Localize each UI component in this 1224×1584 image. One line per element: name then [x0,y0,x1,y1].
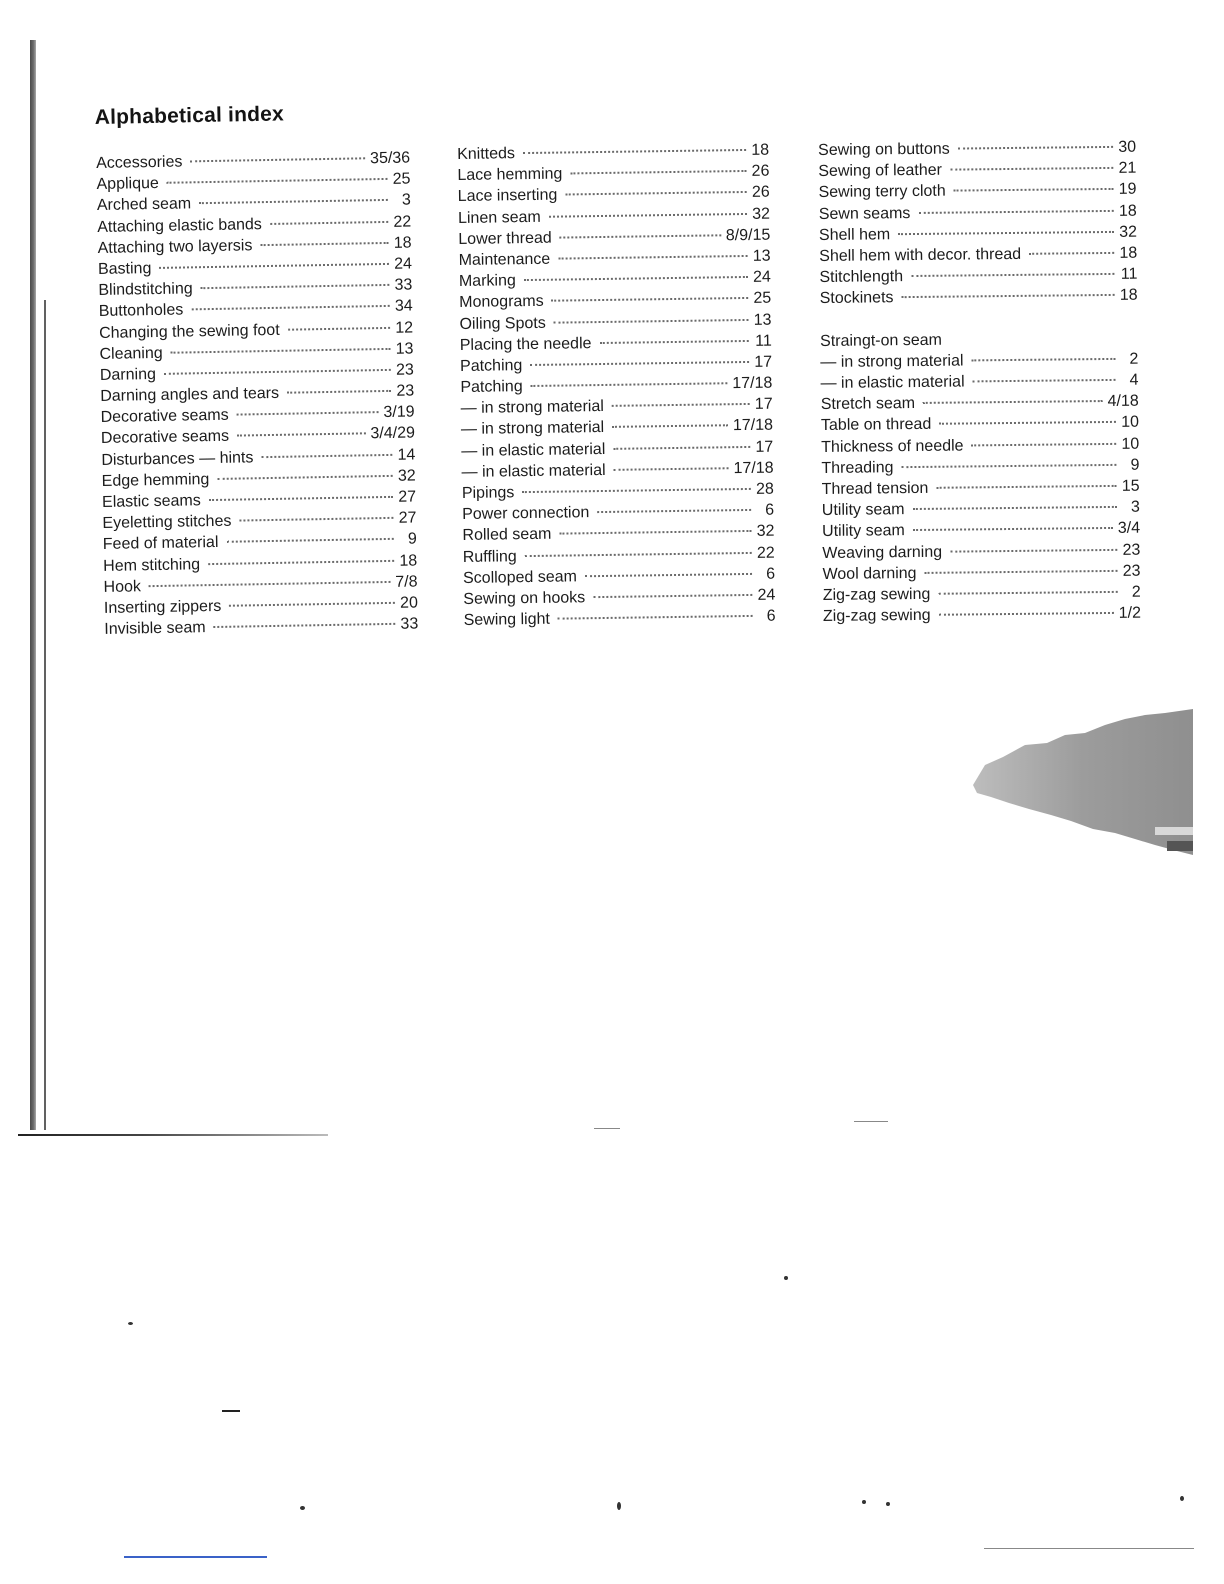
index-term: Sewing on hooks [463,589,586,608]
index-page-number: 30 [1118,138,1137,156]
index-term: Rolled seam [462,526,552,545]
index-entry [823,603,1141,628]
index-term: Wool darning [822,564,917,583]
index-page-number: 25 [392,170,411,189]
index-term: — in strong material [460,419,605,439]
index-page-number: 24 [757,586,776,604]
dot-leader [552,297,749,302]
index-page-number: 23 [1122,562,1141,580]
index-term: Attaching two layersis [97,237,253,257]
index-page-number: 8/9/15 [725,226,771,245]
dot-leader [217,475,392,480]
index-term: Applique [96,175,159,194]
index-page-number: 32 [397,467,416,485]
dot-leader [570,170,746,174]
index-term: Monograms [459,293,544,312]
index-page-number: 18 [399,552,418,570]
dot-leader [237,433,365,437]
index-term: Lace inserting [457,186,558,206]
scan-dash [854,1121,888,1122]
index-page-number: 6 [765,501,775,519]
dot-leader [201,284,390,289]
index-column-2 [457,140,776,632]
index-page-number: 22 [756,544,775,562]
index-term: Lace hemming [457,165,563,185]
dot-leader [199,199,388,204]
dot-leader [229,602,395,607]
index-term: Maintenance [458,250,551,269]
scan-speck [886,1502,890,1506]
binding-edge [30,40,36,1130]
index-page-number: 12 [395,318,414,337]
index-page-number: 3/4 [1117,520,1141,538]
index-page-number: 4 [1129,371,1139,389]
dot-leader [898,231,1114,235]
dot-leader [901,294,1114,298]
index-term: Zig-zag sewing [822,585,931,604]
dot-leader [925,570,1118,574]
index-page-number: 17/18 [732,417,774,435]
dot-leader [593,594,752,598]
index-page-number: 18 [393,234,412,252]
dot-leader [167,178,388,184]
index-column-3 [818,137,1141,628]
blue-underline [124,1556,267,1558]
index-page-number: 25 [753,289,772,308]
index-term: Stockinets [819,289,894,308]
index-page-number: 10 [1121,435,1140,453]
index-page-number: 34 [394,297,413,316]
dot-leader [560,234,721,238]
index-page-number: 3 [1130,498,1140,516]
index-term: — in strong material [820,352,964,371]
index-term: Hook [103,578,142,596]
index-page-number: 9 [1130,456,1140,474]
dot-leader [613,446,750,450]
dot-leader [260,242,388,246]
dot-leader [599,340,748,344]
dot-leader [901,464,1116,468]
index-term: Weaving darning [822,543,943,562]
dot-leader [559,530,751,535]
dot-leader [549,213,747,218]
index-page-number: 1/2 [1118,604,1142,623]
index-term: Zig-zag sewing [822,606,931,626]
scan-speck [1180,1496,1184,1501]
dot-leader [971,358,1115,362]
dot-leader [565,191,746,196]
index-term: Shell hem with decor. thread [819,245,1022,265]
dot-leader [954,188,1114,192]
index-term: Patching [460,378,523,397]
index-page-number: 14 [397,446,416,464]
index-term: Blindstitching [98,280,193,300]
index-term: Patching [459,356,523,375]
index-page-number: 13 [395,340,414,358]
index-term: — in elastic material [461,461,606,481]
index-term: Marking [458,272,516,291]
index-term: Basting [97,259,152,278]
index-page-number: 17 [755,438,774,456]
index-page-number: 13 [753,311,772,329]
index-page-number: 11 [1120,265,1138,283]
index-page-number: 10 [1121,414,1140,432]
index-page-number: 32 [1119,223,1138,241]
index-term: Stitchlength [819,268,904,287]
index-page-number: 33 [394,276,413,294]
dot-leader [612,403,750,407]
index-page-number: 3/4/29 [370,424,416,443]
index-page-number: 3/19 [383,403,415,422]
index-term: Sewing light [463,610,551,630]
dot-leader [1029,252,1114,255]
index-page-number: 33 [400,615,419,633]
index-term: Lower thread [458,229,552,248]
index-term: Elastic seams [101,492,201,511]
index-page-number: 28 [755,480,774,498]
index-term: Edge hemming [101,470,210,490]
dot-leader [950,548,1117,552]
dot-leader [950,167,1113,171]
index-page-number: 18 [1118,202,1137,220]
index-term: — in elastic material [820,373,965,393]
index-page-number: 20 [399,594,419,612]
index-term: Darning [99,365,157,384]
index-page-number: 24 [752,268,772,287]
index-page-number: 15 [1121,477,1140,495]
binding-edge-line [44,300,46,1130]
index-entry [104,614,418,641]
index-term: Table on thread [820,416,932,435]
index-term: Hem stitching [103,555,201,575]
dot-leader [287,390,391,394]
index-term: Disturbances — hints [101,448,254,469]
index-term: Utility seam [821,501,905,520]
index-term: Inserting zippers [103,597,222,617]
index-page-number: 27 [398,488,417,506]
index-term: Threading [821,459,894,477]
index-page-number: 21 [1118,159,1137,178]
dot-leader [530,361,749,366]
index-term: Scolloped seam [462,568,578,587]
dot-leader [159,263,389,269]
dot-leader [226,538,393,543]
scan-dash [222,1410,240,1412]
dot-leader [597,509,751,513]
index-term: Sewing terry cloth [818,183,946,202]
dot-leader [918,209,1113,213]
index-term: Decorative seams [100,428,230,448]
index-page-number: 18 [1119,286,1138,305]
index-term: Linen seam [457,208,541,227]
index-term: Knitteds [457,145,516,163]
index-term: Cleaning [99,344,163,363]
dot-leader [523,149,746,154]
index-page-number: 2 [1131,583,1141,601]
index-page-number: 19 [1118,181,1137,199]
scan-dash [984,1548,1194,1549]
dot-leader [237,411,379,415]
dot-leader [614,467,729,471]
index-page-number: 17/18 [732,374,773,393]
dot-leader [525,551,752,556]
dot-leader [585,573,752,577]
dot-leader [936,485,1116,489]
index-term: Stretch seam [820,395,916,414]
index-term: Changing the sewing foot [98,321,280,342]
dot-leader [972,443,1117,447]
index-page-number: 4/18 [1107,392,1139,411]
dot-leader [522,488,751,493]
dot-leader [558,255,747,260]
index-page-number: 26 [751,162,770,181]
dot-leader [612,425,728,429]
scan-dash [594,1128,620,1129]
index-page-number: 27 [398,509,417,527]
index-page-number: 23 [395,361,414,379]
index-term: Accessories [96,153,183,172]
dot-leader [938,591,1117,595]
index-column-1 [96,148,418,641]
index-term: Thickness of needle [821,437,964,456]
dot-leader [208,559,394,564]
index-term: Straingt-on seam [820,331,943,350]
index-term: Darning angles and tears [100,384,280,406]
scan-speck [784,1276,788,1280]
dot-leader [239,517,393,522]
index-page-number: 24 [394,255,413,273]
index-term: Utility seam [822,522,905,541]
scan-speck [862,1500,866,1504]
index-page-number: 17/18 [733,459,774,477]
index-term: Sewing on buttons [818,140,950,159]
dot-leader [973,379,1116,382]
index-page-number: 6 [766,565,776,583]
index-term: Shell hem [818,226,891,244]
dot-leader [923,400,1103,404]
bottom-rule [18,1134,328,1136]
index-page-number: 18 [751,141,770,159]
dot-leader [913,527,1113,531]
dot-leader [913,506,1117,510]
index-term: Arched seam [96,195,192,215]
index-page-number: 3 [401,191,412,210]
index-term: — in strong material [460,398,604,418]
index-term: Sewing of leather [818,161,943,181]
torn-photo-fragment [955,705,1195,860]
dot-leader [939,612,1114,616]
dot-leader [164,369,391,375]
index-page-number: 32 [756,522,775,541]
dot-leader [288,326,390,330]
dot-leader [531,382,728,387]
index-page-number: 17 [754,395,773,414]
index-term: Power connection [462,504,590,524]
index-page-number: 13 [752,247,771,265]
index-term: Placing the needle [459,334,592,354]
dot-leader [214,623,396,628]
index-page-number: 7/8 [395,573,418,591]
index-entry [464,606,776,632]
index-page-number: 6 [766,607,776,625]
scan-speck [300,1506,305,1510]
index-term: Decorative seams [100,406,229,427]
dot-leader [209,496,393,501]
index-page-number: 18 [1119,244,1138,262]
index-term: Attaching elastic bands [97,215,262,236]
index-page-number: 35/36 [369,149,411,168]
dot-leader [149,581,390,587]
index-term: Oiling Spots [459,314,546,333]
index-page-number: 9 [407,530,417,548]
page-title: Alphabetical index [94,102,285,130]
dot-leader [171,348,391,354]
index-term: Eyeletting stitches [102,512,232,533]
index-term: Invisible seam [104,619,206,639]
index-term: Thread tension [821,479,929,498]
scan-speck [128,1322,133,1325]
index-page-number: 2 [1129,350,1139,368]
index-term: Feed of material [102,534,219,554]
dot-leader [911,273,1114,277]
dot-leader [524,276,748,281]
index-page-number: 32 [752,205,771,223]
index-term: Pipings [461,484,515,502]
index-page-number: 23 [396,382,415,400]
dot-leader [554,318,749,323]
index-term: Sewn seams [818,204,911,223]
index-page-number: 23 [1122,541,1141,559]
scan-speck [617,1502,621,1510]
dot-leader [270,220,388,224]
index-term: — in elastic material [461,440,606,460]
index-term: Buttonholes [98,301,184,321]
dot-leader [191,305,389,310]
index-page-number: 17 [754,353,773,371]
index-page-number: 22 [393,213,412,231]
dot-leader [958,146,1113,150]
dot-leader [261,453,392,457]
index-page-number: 11 [755,332,772,350]
dot-leader [190,157,365,162]
index-term: Ruffling [462,547,517,566]
index-page-number: 26 [751,184,770,202]
dot-leader [558,615,753,620]
dot-leader [939,421,1116,425]
